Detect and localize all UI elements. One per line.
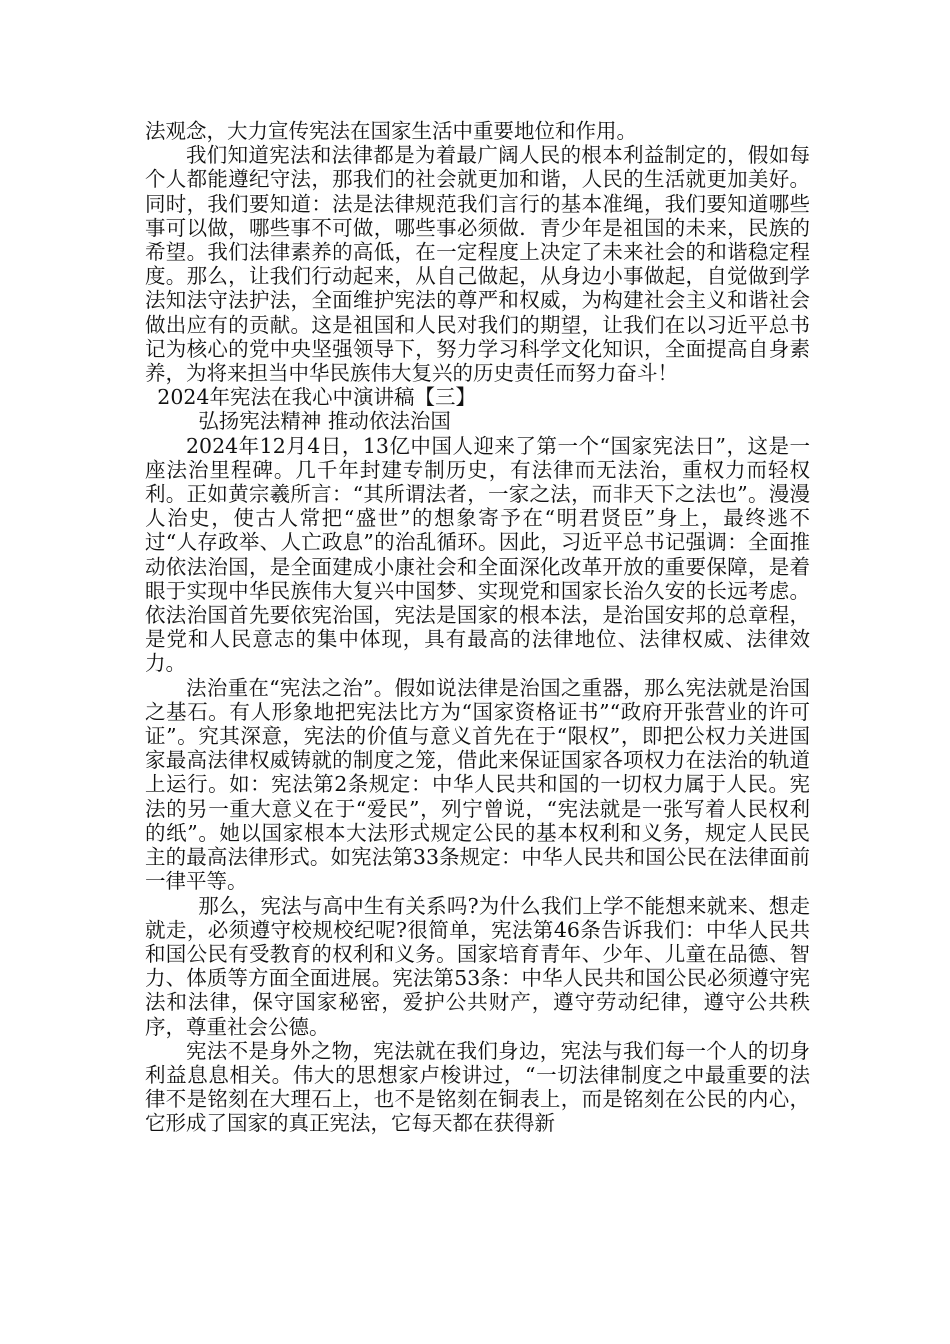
paragraph-constitution-day: 2024年12月4日，13亿中国人迎来了第一个“国家宪法日”，这是一座法治里程碑。几千年封建专制历史，有法律而无法治，重权力而轻权利。正如黄宗羲所言：“其所谓法者，一家之法，而非天下之法也”。漫漫人治史，使古人常把“盛世”的想象寄予在“明君贤臣”身上，最终逃不过“人存政举、人亡政息”的治乱循环。因此，习近平总书记强调：全面推动依法治国，是全面建成小康社会和全面深化改革开放的重要保障，是着眼于实现中华民族伟大复兴中国梦、实现党和国家长治久安的长远考虑。依法治国首先要依宪治国，宪法是国家的根本法，是治国安邦的总章程，是党和人民意志的集中体现，具有最高的法律地位、法律权威、法律效力。 — [145, 433, 810, 676]
speech-subtitle: 弘扬宪法精神 推动依法治国 — [198, 409, 451, 434]
speech-title: 2024年宪法在我心中演讲稿【三】 — [157, 385, 476, 410]
paragraph-rule-of-constitution: 法治重在“宪法之治”。假如说法律是治国之重器，那么宪法就是治国之基石。有人形象地把宪法比方为“国家资格证书”“政府开张营业的许可证”。究其深意，宪法的价值与意义首先在于“限权”，即把公权力关进国家最高法律权威铸就的制度之笼，借此来保证国家各项权力在法治的轨道上运行。如：宪法第2条规定：中华人民共和国的一切权力属于人民。宪法的另一重大意义在于“爱民”，列宁曾说，“宪法就是一张写着人民权利的纸”。她以国家根本大法形式规定公民的基本权利和义务，规定人民民主的最高法律形式。如宪法第33条规定：中华人民共和国公民在法律面前一律平等。 — [145, 675, 810, 894]
paragraph-law-and-harmony: 我们知道宪法和法律都是为着最广阔人民的根本利益制定的，假如每个人都能遵纪守法，那我们的社会就更加和谐，人民的生活就更加美好。同时，我们要知道：法是法律规范我们言行的基本准绳，我们要知道哪些事可以做，哪些事不可做，哪些事必须做．青少年是祖国的未来，民族的希望。我们法律素养的高低，在一定程度上决定了未来社会的和谐稳定程度。那么，让我们行动起来，从自己做起，从身边小事做起，自觉做到学法知法守法护法，全面维护宪法的尊严和权威，为构建社会主义和谐社会做出应有的贡献。这是祖国和人民对我们的期望，让我们在以习近平总书记为核心的党中央坚强领导下，努力学习科学文化知识，全面提高自身素养，为将来担当中华民族伟大复兴的历史责任而努力奋斗！ — [145, 143, 810, 386]
paragraph-constitution-around-us: 宪法不是身外之物，宪法就在我们身边，宪法与我们每一个人的切身利益息息相关。伟大的思想家卢梭讲过，“一切法律制度之中最重要的法律不是铭刻在大理石上，也不是铭刻在铜表上，而是铭刻在公民的内心，它形成了国家的真正宪法，它每天都在获得新 — [145, 1038, 810, 1136]
paragraph-high-school-students: 那么，宪法与高中生有关系吗?为什么我们上学不能想来就来、想走就走，必须遵守校规校纪呢?很简单，宪法第46条告诉我们：中华人民共和国公民有受教育的权利和义务。国家培育青年、少年、儿童在品德、智力、体质等方面全面进展。宪法第53条：中华人民共和国公民必须遵守宪法和法律，保守国家秘密，爱护公共财产，遵守劳动纪律，遵守公共秩序，尊重社会公德。 — [145, 893, 810, 1039]
document-page — [145, 119, 810, 1136]
paragraph-continuation: 法观念，大力宣传宪法在国家生活中重要地位和作用。 — [145, 119, 637, 143]
